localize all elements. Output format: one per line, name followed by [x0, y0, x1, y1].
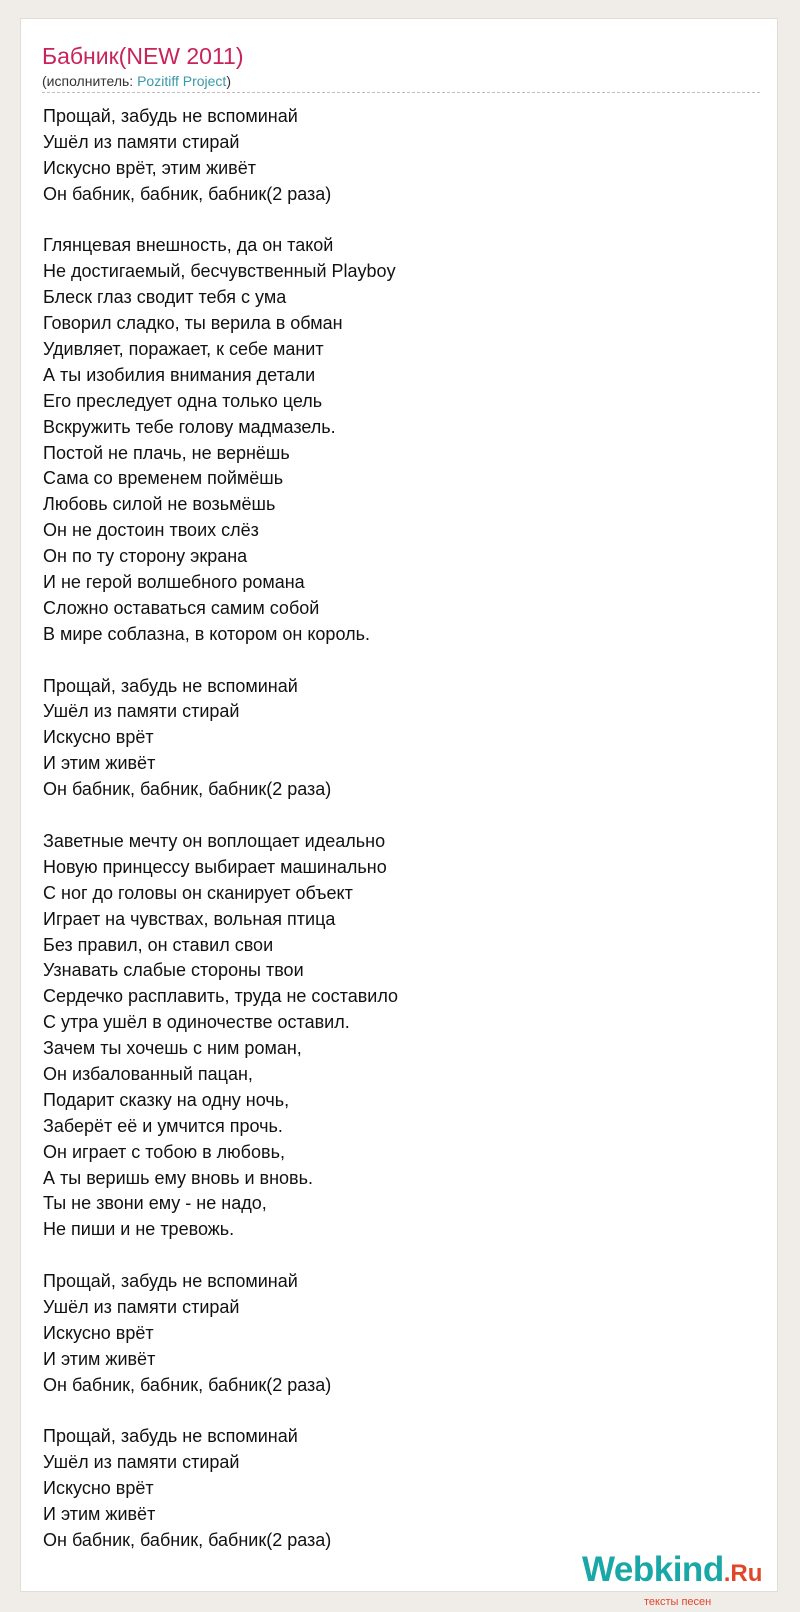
lyric-line: Искусно врёт, этим живёт — [43, 157, 256, 178]
lyric-line: Он бабник, бабник, бабник(2 раза) — [43, 1374, 332, 1395]
lyric-line: А ты изобилия внимания детали — [43, 364, 316, 385]
lyric-line: Новую принцессу выбирает машинально — [43, 856, 387, 877]
lyric-line: Блеск глаз сводит тебя с ума — [43, 287, 287, 308]
lyric-line: Он по ту сторону экрана — [43, 546, 248, 567]
lyric-line: Он бабник, бабник, бабник(2 раза) — [43, 779, 332, 800]
lyric-line: И этим живёт — [43, 1504, 156, 1525]
stanza — [43, 1269, 743, 1398]
lyric-line: Прощай, забудь не вспоминай — [43, 675, 298, 696]
lyric-line: Ушёл из памяти стирай — [43, 1452, 240, 1473]
lyric-line: Ушёл из памяти стирай — [43, 131, 240, 152]
lyric-line: Любовь силой не возьмёшь — [43, 494, 276, 515]
lyric-line: Узнавать слабые стороны твои — [43, 960, 304, 981]
stanza — [43, 829, 743, 1243]
lyric-line: Заветные мечту он воплощает идеально — [43, 830, 386, 851]
lyric-line: И этим живёт — [43, 1348, 156, 1369]
song-title: Бабник(NEW 2011) — [42, 43, 244, 69]
lyric-line: Сложно оставаться самим собой — [43, 597, 320, 618]
lyric-line: Вскружить тебе голову мадмазель. — [43, 416, 336, 437]
lyric-line: Искусно врёт — [43, 727, 154, 748]
lyric-line: Удивляет, поражает, к себе манит — [43, 339, 324, 360]
artist-line — [42, 72, 231, 90]
lyric-line: Прощай, забудь не вспоминай — [43, 106, 298, 126]
stanza — [43, 104, 743, 208]
logo-tld-text: .Ru — [723, 1560, 763, 1587]
lyric-line: Играет на чувствах, вольная птица — [43, 908, 336, 929]
lyric-line: Ты не звони ему - не надо, — [43, 1193, 267, 1214]
lyric-line: Он играет с тобою в любовь, — [43, 1141, 285, 1162]
site-logo[interactable] — [582, 1550, 762, 1590]
lyric-line: Он бабник, бабник, бабник(2 раза) — [43, 1529, 332, 1550]
lyric-line: В мире соблазна, в котором он король. — [43, 623, 370, 644]
logo-main-text: Webkind — [582, 1550, 724, 1589]
lyric-line: И не герой волшебного романа — [43, 572, 305, 593]
lyric-line: Ушёл из памяти стирай — [43, 701, 240, 722]
lyric-line: Не достигаемый, бесчувственный Playboy — [43, 261, 396, 282]
lyric-line: Постой не плачь, не вернёшь — [43, 442, 290, 463]
lyric-line: И этим живёт — [43, 753, 156, 774]
artist-prefix: (исполнитель: — [42, 73, 138, 89]
lyric-line: Глянцевая внешность, да он такой — [43, 235, 334, 256]
stanza — [43, 233, 743, 647]
lyric-line: Сама со временем поймёшь — [43, 468, 284, 489]
lyric-line: С утра ушёл в одиночестве оставил. — [43, 1012, 350, 1033]
artist-link[interactable]: Pozitiff Project — [137, 73, 227, 89]
header-divider — [42, 92, 760, 93]
stanza — [43, 1424, 743, 1553]
lyric-line: С ног до головы он сканирует объект — [43, 882, 353, 903]
lyric-line: Прощай, забудь не вспоминай — [43, 1426, 298, 1447]
lyric-line: Зачем ты хочешь с ним роман, — [43, 1038, 302, 1059]
lyric-line: Искусно врёт — [43, 1322, 154, 1343]
lyric-line: Он избалованный пацан, — [43, 1063, 253, 1084]
lyric-line: Прощай, забудь не вспоминай — [43, 1271, 298, 1292]
lyric-line: Сердечко расплавить, труда не составило — [43, 986, 399, 1007]
lyrics-body — [43, 104, 743, 1580]
lyric-line: Заберёт её и умчится прочь. — [43, 1115, 283, 1136]
stanza — [43, 674, 743, 803]
lyric-line: Подарит сказку на одну ночь, — [43, 1089, 290, 1110]
artist-suffix: ) — [226, 73, 231, 89]
lyric-line: Искусно врёт — [43, 1478, 154, 1499]
lyric-line: Он не достоин твоих слёз — [43, 520, 259, 541]
logo-tagline: тексты песен — [644, 1596, 712, 1608]
lyric-line: Он бабник, бабник, бабник(2 раза) — [43, 183, 332, 204]
lyric-line: Ушёл из памяти стирай — [43, 1296, 240, 1317]
lyric-line: Не пиши и не тревожь. — [43, 1219, 235, 1240]
lyric-line: А ты веришь ему вновь и вновь. — [43, 1167, 313, 1188]
lyric-line: Говорил сладко, ты верила в обман — [43, 313, 343, 334]
lyric-line: Без правил, он ставил свои — [43, 934, 274, 955]
lyric-line: Его преследует одна только цель — [43, 390, 323, 411]
